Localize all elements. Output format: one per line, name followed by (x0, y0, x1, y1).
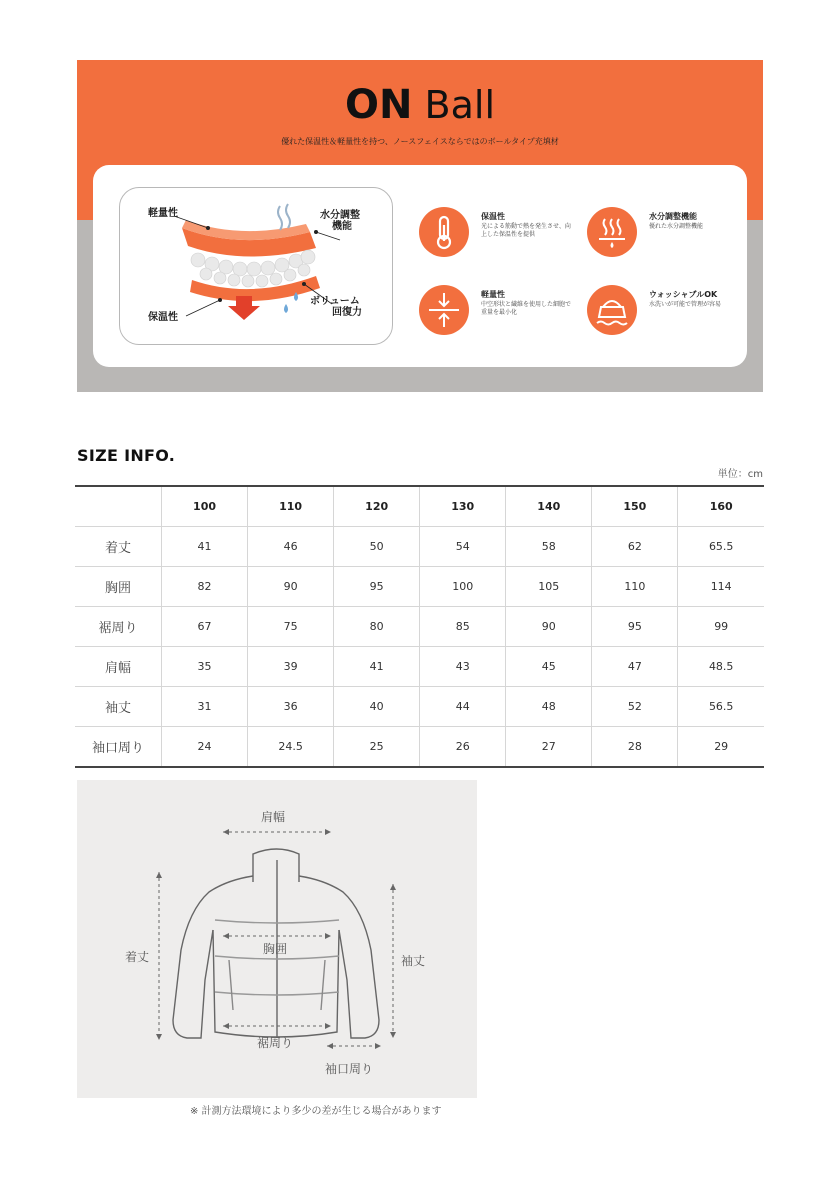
table-cell: 65.5 (678, 527, 764, 567)
feature-title: 保温性 (481, 212, 505, 221)
table-cell: 62 (592, 527, 678, 567)
table-cell: 41 (162, 527, 248, 567)
row-label: 着丈 (75, 527, 162, 567)
table-cell: 85 (420, 607, 506, 647)
label-lightweight: 軽量性 (148, 208, 178, 219)
table-cell: 75 (248, 607, 334, 647)
row-label: 袖口周り (75, 727, 162, 768)
table-cell: 90 (506, 607, 592, 647)
label-hem: 裾周り (257, 1036, 294, 1050)
table-cell: 95 (334, 567, 420, 607)
feature-desc: 水洗いが可能で管理が容易 (649, 301, 722, 308)
table-cell: 44 (420, 687, 506, 727)
table-cell: 39 (248, 647, 334, 687)
measurement-diagram (77, 780, 477, 1098)
corner-cell (75, 486, 162, 527)
table-cell: 36 (248, 687, 334, 727)
label-volume-1: ボリューム (310, 296, 360, 307)
table-cell: 46 (248, 527, 334, 567)
logo-ball: Ball (424, 83, 496, 127)
size-info-title: SIZE INFO. (77, 446, 176, 465)
table-cell: 90 (248, 567, 334, 607)
table-cell: 95 (592, 607, 678, 647)
table-cell: 82 (162, 567, 248, 607)
table-cell: 110 (592, 567, 678, 607)
table-cell: 24.5 (248, 727, 334, 768)
label-warmth: 保温性 (148, 312, 178, 323)
banner-tagline: 優れた保温性＆軽量性を持つ、ノースフェイスならではのボールタイプ充填材 (281, 137, 559, 146)
thermometer-icon (419, 207, 469, 257)
column-header: 140 (506, 486, 592, 527)
column-header: 120 (334, 486, 420, 527)
feature-card (93, 165, 747, 367)
feature-desc: 光による筋動で熱を発生させ、向上した保温性を提供 (481, 223, 571, 238)
table-cell: 25 (334, 727, 420, 768)
table-row (75, 687, 764, 727)
label-length: 着丈 (125, 950, 150, 964)
table-row (75, 647, 764, 687)
feature-desc: 優れた水分調整機能 (649, 223, 704, 230)
feature-title: ウォッシャブルOK (649, 290, 718, 299)
table-cell: 48 (506, 687, 592, 727)
feature-title: 水分調整機能 (649, 212, 697, 221)
table-cell: 58 (506, 527, 592, 567)
logo-on: ON (344, 82, 413, 128)
table-cell: 80 (334, 607, 420, 647)
label-volume-2: 回復力 (332, 307, 362, 318)
table-cell: 50 (334, 527, 420, 567)
on-ball-banner (77, 60, 763, 392)
label-shoulder-width: 肩幅 (261, 810, 286, 824)
feature-desc: 中空形状と繊維を使用した細胞で重量を最小化 (481, 301, 572, 316)
row-label: 裾周り (75, 607, 162, 647)
washing-icon (587, 285, 637, 335)
column-header: 130 (420, 486, 506, 527)
table-cell: 45 (506, 647, 592, 687)
table-cell: 99 (678, 607, 764, 647)
table-cell: 47 (592, 647, 678, 687)
table-row (75, 527, 764, 567)
table-cell: 26 (420, 727, 506, 768)
feature-lightweight (419, 285, 579, 345)
column-header: 160 (678, 486, 764, 527)
table-cell: 31 (162, 687, 248, 727)
compress-icon (419, 285, 469, 335)
feature-warmth (419, 207, 579, 267)
row-label: 袖丈 (75, 687, 162, 727)
feature-moisture (587, 207, 747, 267)
table-cell: 56.5 (678, 687, 764, 727)
row-label: 胸囲 (75, 567, 162, 607)
table-cell: 35 (162, 647, 248, 687)
column-header: 100 (162, 486, 248, 527)
feature-washable (587, 285, 747, 345)
table-cell: 27 (506, 727, 592, 768)
table-cell: 48.5 (678, 647, 764, 687)
feature-title: 軽量性 (481, 290, 505, 299)
table-cell: 67 (162, 607, 248, 647)
table-cell: 28 (592, 727, 678, 768)
unit-label: 単位：cm (717, 469, 763, 480)
column-header: 110 (248, 486, 334, 527)
table-cell: 29 (678, 727, 764, 768)
table-row (75, 567, 764, 607)
table-cell: 43 (420, 647, 506, 687)
column-header: 150 (592, 486, 678, 527)
on-ball-logo (77, 82, 763, 128)
table-cell: 100 (420, 567, 506, 607)
table-cell: 52 (592, 687, 678, 727)
label-moisture-2: 機能 (332, 221, 352, 232)
table-row (75, 607, 764, 647)
table-row (75, 727, 764, 768)
label-chest: 胸囲 (263, 942, 288, 956)
table-cell: 41 (334, 647, 420, 687)
measurement-note: ※ 計測方法環境により多少の差が生じる場合があります (190, 1106, 442, 1117)
steam-icon (587, 207, 637, 257)
label-cuff: 袖口周り (325, 1062, 374, 1076)
table-cell: 114 (678, 567, 764, 607)
label-sleeve: 袖丈 (401, 954, 426, 968)
table-header-row (75, 486, 764, 527)
table-cell: 40 (334, 687, 420, 727)
table-cell: 105 (506, 567, 592, 607)
table-cell: 54 (420, 527, 506, 567)
label-moisture-1: 水分調整 (320, 210, 360, 221)
table-cell: 24 (162, 727, 248, 768)
material-diagram (119, 187, 393, 345)
row-label: 肩幅 (75, 647, 162, 687)
size-table (75, 485, 764, 768)
